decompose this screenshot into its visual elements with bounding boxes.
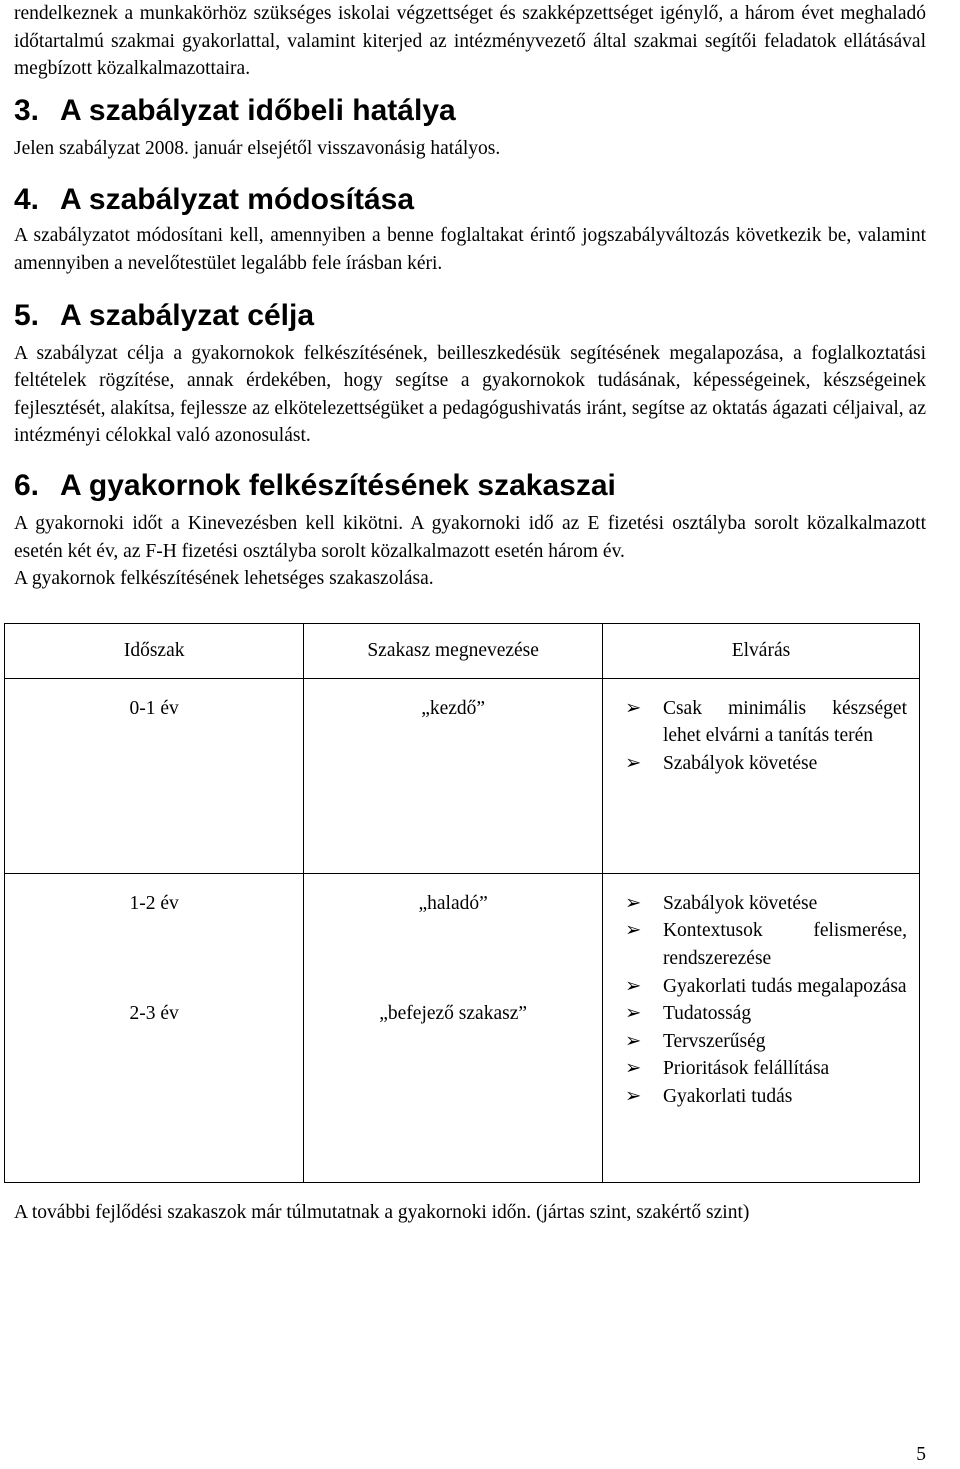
arrow-bullet-icon: ➢ bbox=[624, 752, 642, 774]
section-title: A gyakornok felkészítésének szakaszai bbox=[60, 468, 616, 502]
arrow-bullet-icon: ➢ bbox=[624, 1085, 642, 1107]
header-expectations: Elvárás bbox=[602, 623, 919, 678]
section-body-6-second: A gyakornok felkészítésének lehetséges szakaszolása. bbox=[14, 568, 434, 590]
section-body-4: A szabályzatot módosítani kell, amennyiben a benne foglaltakat érintő jogszabályváltozás következik be, valamint amennyiben a nevelőtestület legalább fele írásban kéri. bbox=[14, 225, 926, 274]
arrow-bullet-icon: ➢ bbox=[624, 975, 642, 997]
arrow-bullet-icon: ➢ bbox=[624, 1003, 642, 1025]
section-heading-5 bbox=[14, 298, 926, 334]
section-title: A szabályzat időbeli hatálya bbox=[60, 93, 456, 127]
list-item: ➢ Tervszerűség bbox=[625, 1028, 907, 1056]
page-number: 5 bbox=[916, 1444, 926, 1465]
expectations-list bbox=[603, 695, 919, 778]
table-row bbox=[5, 1000, 920, 1183]
list-item: ➢ Csak minimális készséget lehet elvárni a tanítás terén bbox=[625, 695, 907, 750]
table-row bbox=[5, 678, 920, 873]
section-number: 6. bbox=[14, 468, 40, 502]
period-cell: 0-1 év bbox=[5, 678, 304, 873]
expectations-cell bbox=[602, 1000, 919, 1183]
expectations-cell bbox=[602, 873, 919, 1000]
stages-table bbox=[4, 623, 920, 1183]
stage-cell: „befejező szakasz” bbox=[304, 1000, 603, 1183]
section-title: A szabályzat módosítása bbox=[60, 183, 415, 217]
arrow-bullet-icon: ➢ bbox=[624, 920, 642, 942]
arrow-bullet-icon: ➢ bbox=[624, 1030, 642, 1052]
table-header-row bbox=[5, 623, 920, 678]
lead-paragraph: rendelkeznek a munkakörhöz szükséges iskolai végzettséget és szakképzettséget igénylő, a három évet meghaladó időtartalmú szakmai gyakorlattal, valamint kiterjed az intézményvezető által szakmai segítői feladatok ellátásával megbízott közalkalmazottaira. bbox=[14, 3, 926, 80]
arrow-bullet-icon: ➢ bbox=[624, 697, 642, 719]
section-number: 5. bbox=[14, 298, 40, 332]
section-heading-6 bbox=[14, 468, 926, 504]
header-stage: Szakasz megnevezése bbox=[304, 623, 603, 678]
list-item: ➢ Prioritások felállítása bbox=[625, 1055, 907, 1083]
closing-note: A további fejlődési szakaszok már túlmutatnak a gyakornoki időn. (jártas szint, szakértő szint) bbox=[14, 1202, 750, 1224]
period-cell: 1-2 év bbox=[5, 873, 304, 1000]
section-title: A szabályzat célja bbox=[60, 298, 315, 332]
list-item: ➢ Kontextusok felismerése, rendszerezése bbox=[625, 917, 907, 972]
section-body-5: A szabályzat célja a gyakornokok felkészítésének, beilleszkedésük segítésének megalapozása, a foglalkoztatási feltételek rögzítése, annak érdekében, hogy segítse a gyakornokok tudásának, képességeinek, készségeinek fejlesztését, alakítsa, fejlessze az elkötelezettségüket a pedagógushivatás iránt, segítse az oktatás ágazati céljaival, az intézményi célokkal való azonosulást. bbox=[14, 342, 926, 447]
expectations-list bbox=[603, 1000, 919, 1110]
list-item: ➢ Gyakorlati tudás megalapozása bbox=[625, 973, 907, 1001]
header-period: Időszak bbox=[5, 623, 304, 678]
list-item: ➢ Gyakorlati tudás bbox=[625, 1083, 907, 1111]
table-row bbox=[5, 873, 920, 1000]
arrow-bullet-icon: ➢ bbox=[624, 1058, 642, 1080]
period-cell: 2-3 év bbox=[5, 1000, 304, 1183]
stage-cell: „haladó” bbox=[304, 873, 603, 1000]
section-number: 3. bbox=[14, 93, 40, 127]
expectations-list bbox=[603, 890, 919, 1000]
arrow-bullet-icon: ➢ bbox=[624, 892, 642, 914]
list-item: ➢ Szabályok követése bbox=[625, 890, 907, 918]
list-item: ➢ Tudatosság bbox=[625, 1000, 907, 1028]
section-body-3: Jelen szabályzat 2008. január elsejétől visszavonásig hatályos. bbox=[14, 137, 501, 159]
document-page bbox=[14, 0, 926, 1227]
list-item: ➢ Szabályok követése bbox=[625, 750, 907, 778]
expectations-cell bbox=[602, 678, 919, 873]
section-number: 4. bbox=[14, 183, 40, 217]
stage-cell: „kezdő” bbox=[304, 678, 603, 873]
section-heading-4 bbox=[14, 182, 926, 218]
section-body-6: A gyakornoki időt a Kinevezésben kell kikötni. A gyakornoki idő az E fizetési osztályba sorolt közalkalmazott esetén két év, az F-H fizetési osztályba sorolt közalkalmazott esetén három év. bbox=[14, 512, 926, 562]
section-heading-3 bbox=[14, 93, 926, 129]
